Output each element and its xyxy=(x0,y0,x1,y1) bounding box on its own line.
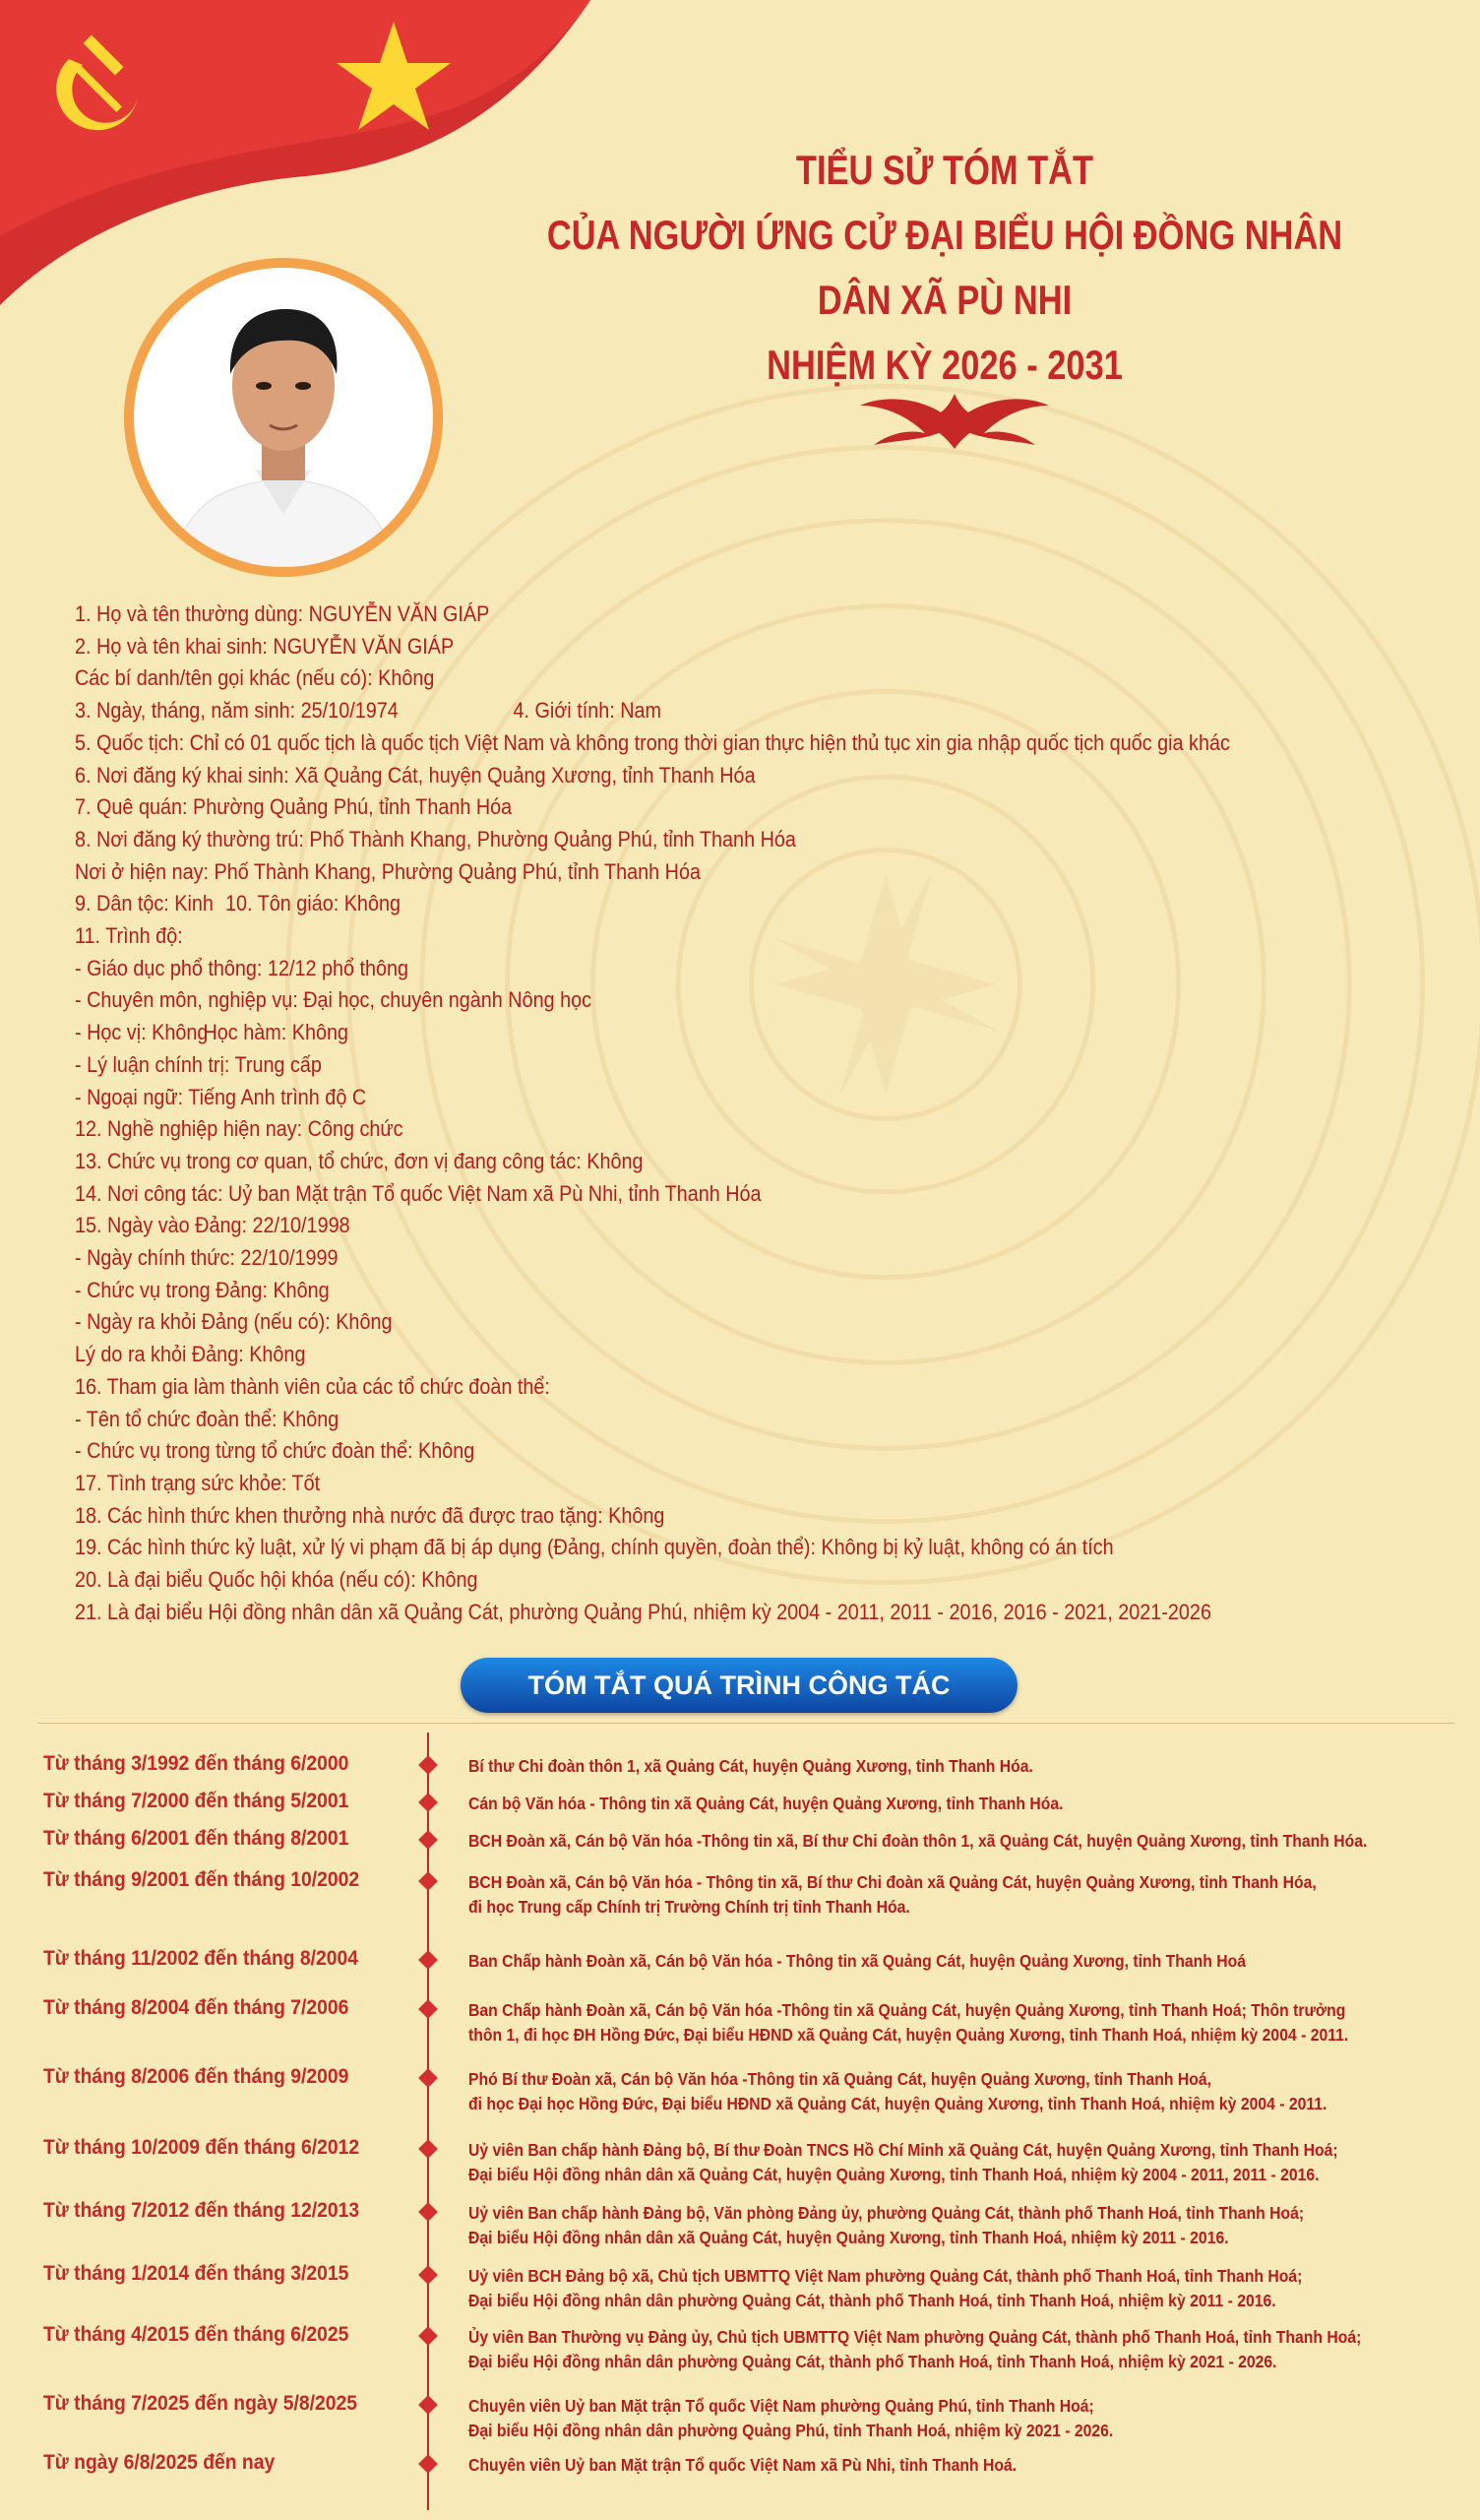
timeline-description xyxy=(468,1998,1372,2048)
info-political-theory: - Lý luận chính trị: Trung cấp xyxy=(75,1051,322,1077)
title-line-2: CỦA NGƯỜI ỨNG CỬ ĐẠI BIỂU HỘI ĐỒNG NHÂN DÂN XÃ PÙ NHI xyxy=(546,212,1343,323)
timeline-description-line-2: Đại biểu Hội đồng nhân dân phường Quảng Cát, thành phố Thanh Hoá, tỉnh Thanh Hoá, nhiệm kỳ 2011 - 2016. xyxy=(468,2291,1276,2310)
timeline-description xyxy=(468,2394,1372,2443)
timeline-description-line-1: BCH Đoàn xã, Cán bộ Văn hóa -Thông tin xã, Bí thư Chi đoàn thôn 1, xã Quảng Cát, huyện Quảng Xương, tỉnh Thanh Hóa. xyxy=(468,1831,1368,1851)
info-common-name: 1. Họ và tên thường dùng: NGUYỄN VĂN GIÁP xyxy=(75,601,490,626)
timeline-marker-icon xyxy=(418,2139,438,2159)
timeline-description-line-1: Cán bộ Văn hóa - Thông tin xã Quảng Cát, huyện Quảng Xương, tỉnh Thanh Hóa. xyxy=(468,1794,1064,1813)
timeline-description xyxy=(468,2201,1372,2250)
timeline-description-line-1: Ủy viên Ban Thường vụ Đảng ủy, Chủ tịch UBMTTQ Việt Nam phường Quảng Cát, thành phố Thanh Hoá, tỉnh Thanh Hoá; xyxy=(468,2327,1362,2347)
timeline-description-line-1: Bí thư Chi đoàn thôn 1, xã Quảng Cát, huyện Quảng Xương, tỉnh Thanh Hóa. xyxy=(468,1756,1033,1776)
timeline-description-line-2: Đại biểu Hội đồng nhân dân xã Quảng Cát, huyện Quảng Xương, tỉnh Thanh Hoá, nhiệm kỳ 2004 - 2011, 2011 - 2016. xyxy=(468,2165,1320,2184)
timeline-description-line-2: đi học Đại học Hồng Đức, Đại biểu HĐND xã Quảng Cát, huyện Quảng Xương, tỉnh Thanh Hoá, nhiệm kỳ 2004 - 2011. xyxy=(468,2094,1327,2113)
biography-details xyxy=(75,598,1472,1629)
info-ethnicity: 9. Dân tộc: Kinh xyxy=(75,891,214,916)
info-nationality: 5. Quốc tịch: Chỉ có 01 quốc tịch là quốc tịch Việt Nam và không trong thời gian thực hiện thủ tục xin gia nhập quốc tịch quốc gia khác xyxy=(75,729,1230,755)
timeline-description-line-2: Đại biểu Hội đồng nhân dân xã Quảng Cát, huyện Quảng Xương, tỉnh Thanh Hoá, nhiệm kỳ 2011 - 2016. xyxy=(468,2228,1229,2247)
info-qualifications: 11. Trình độ: xyxy=(75,923,183,949)
timeline-description xyxy=(468,2325,1372,2374)
timeline-marker-icon xyxy=(418,1871,438,1891)
info-position: 13. Chức vụ trong cơ quan, tổ chức, đơn vị đang công tác: Không xyxy=(75,1148,644,1173)
info-council-terms: 21. Là đại biểu Hội đồng nhân dân xã Quảng Cát, phường Quảng Phú, nhiệm kỳ 2004 - 2011, 2011 - 2016, 2016 - 2021, 2021-2026 xyxy=(75,1599,1211,1624)
timeline-marker-icon xyxy=(418,1999,438,2019)
timeline-date: Từ tháng 11/2002 đến tháng 8/2004 xyxy=(43,1947,359,1970)
timeline-date: Từ tháng 7/2012 đến tháng 12/2013 xyxy=(43,2199,360,2222)
timeline-description-line-1: Phó Bí thư Đoàn xã, Cán bộ Văn hóa -Thông tin xã Quảng Cát, huyện Quảng Xương, tỉnh Thanh Hoá, xyxy=(468,2069,1212,2089)
info-party-leave-reason: Lý do ra khỏi Đảng: Không xyxy=(75,1342,306,1367)
timeline-marker-icon xyxy=(418,1950,438,1970)
timeline-description-line-1: Chuyên viên Uỷ ban Mặt trận Tổ quốc Việt Nam xã Pù Nhi, tỉnh Thanh Hoá. xyxy=(468,2455,1018,2475)
info-specialization: - Chuyên môn, nghiệp vụ: Đại học, chuyên ngành Nông học xyxy=(75,987,592,1013)
timeline-description-line-2: đi học Trung cấp Chính trị Trường Chính trị tỉnh Thanh Hóa. xyxy=(468,1897,910,1917)
info-birth-name: 2. Họ và tên khai sinh: NGUYỄN VĂN GIÁP xyxy=(75,633,455,659)
timeline-date: Từ tháng 7/2000 đến tháng 5/2001 xyxy=(43,1790,349,1812)
timeline-marker-icon xyxy=(418,1830,438,1850)
timeline-description-line-1: Ban Chấp hành Đoàn xã, Cán bộ Văn hóa - Thông tin xã Quảng Cát, huyện Quảng Xương, tỉnh Thanh Hoá xyxy=(468,1951,1247,1971)
timeline-marker-icon xyxy=(418,2068,438,2088)
timeline-date: Từ tháng 6/2001 đến tháng 8/2001 xyxy=(43,1827,349,1850)
timeline-description-line-1: Uỷ viên Ban chấp hành Đảng bộ, Bí thư Đoàn TNCS Hồ Chí Minh xã Quảng Cát, huyện Quảng Xương, tỉnh Thanh Hoá; xyxy=(468,2140,1338,2160)
timeline-date: Từ tháng 7/2025 đến ngày 5/8/2025 xyxy=(43,2392,357,2415)
timeline-marker-icon xyxy=(418,2395,438,2415)
info-birth-registration: 6. Nơi đăng ký khai sinh: Xã Quảng Cát, huyện Quảng Xương, tỉnh Thanh Hóa xyxy=(75,762,756,788)
decorative-ornament-icon xyxy=(856,384,1053,453)
info-permanent-residence: 8. Nơi đăng ký thường trú: Phố Thành Khang, Phường Quảng Phú, tỉnh Thanh Hóa xyxy=(75,826,796,851)
info-national-assembly: 20. Là đại biểu Quốc hội khóa (nếu có): Không xyxy=(75,1567,478,1593)
info-organization-position: - Chức vụ trong từng tổ chức đoàn thể: Không xyxy=(75,1438,475,1464)
info-awards: 18. Các hình thức khen thưởng nhà nước đã được trao tặng: Không xyxy=(75,1502,665,1528)
info-party-position: - Chức vụ trong Đảng: Không xyxy=(75,1277,330,1302)
timeline-description xyxy=(468,2067,1372,2116)
document-header xyxy=(423,138,1466,398)
info-organizations: 16. Tham gia làm thành viên của các tổ chức đoàn thể: xyxy=(75,1373,550,1399)
candidate-portrait xyxy=(134,268,433,567)
timeline-marker-icon xyxy=(418,2202,438,2222)
info-aliases: Các bí danh/tên gọi khác (nếu có): Không xyxy=(75,665,435,691)
timeline-description-line-2: thôn 1, đi học ĐH Hồng Đức, Đại biểu HĐND xã Quảng Cát, huyện Quảng Xương, tỉnh Thanh Hoá, nhiệm kỳ 2004 - 2011. xyxy=(468,2025,1349,2045)
info-academic-title: Học hàm: Không xyxy=(203,1020,348,1045)
info-dob: 3. Ngày, tháng, năm sinh: 25/10/1974 xyxy=(75,698,399,724)
timeline-marker-icon xyxy=(418,1755,438,1775)
info-workplace: 14. Nơi công tác: Uỷ ban Mặt trận Tổ quốc Việt Nam xã Pù Nhi, tỉnh Thanh Hóa xyxy=(75,1180,762,1206)
timeline-date: Từ tháng 1/2014 đến tháng 3/2015 xyxy=(43,2262,349,2285)
info-gender: 4. Giới tính: Nam xyxy=(513,698,662,724)
timeline-description xyxy=(468,2453,1372,2478)
timeline-description xyxy=(468,1870,1372,1920)
info-general-education: - Giáo dục phổ thông: 12/12 phổ thông xyxy=(75,955,409,980)
title-line-1: TIỂU SỬ TÓM TẮT xyxy=(795,147,1094,193)
timeline-description-line-1: BCH Đoàn xã, Cán bộ Văn hóa - Thông tin xã, Bí thư Chi đoàn xã Quảng Cát, huyện Quảng Xương, tỉnh Thanh Hóa, xyxy=(468,1872,1317,1892)
timeline-date: Từ tháng 8/2006 đến tháng 9/2009 xyxy=(43,2065,349,2088)
info-current-residence: Nơi ở hiện nay: Phố Thành Khang, Phường Quảng Phú, tỉnh Thanh Hóa xyxy=(75,858,702,884)
info-religion: 10. Tôn giáo: Không xyxy=(225,891,401,916)
timeline-description-line-1: Chuyên viên Uỷ ban Mặt trận Tổ quốc Việt Nam phường Quảng Phú, tỉnh Thanh Hoá; xyxy=(468,2396,1094,2416)
info-party-join-date: 15. Ngày vào Đảng: 22/10/1998 xyxy=(75,1213,350,1238)
timeline-description-line-2: Đại biểu Hội đồng nhân dân phường Quảng Phú, tỉnh Thanh Hoá, nhiệm kỳ 2021 - 2026. xyxy=(468,2421,1114,2440)
timeline-description xyxy=(468,2138,1372,2187)
timeline-description xyxy=(468,1949,1372,1974)
info-degree: - Học vị: Không xyxy=(75,1020,209,1045)
timeline-date: Từ tháng 8/2004 đến tháng 7/2006 xyxy=(43,1996,349,2019)
timeline-marker-icon xyxy=(418,1793,438,1812)
info-foreign-language: - Ngoại ngữ: Tiếng Anh trình độ C xyxy=(75,1084,367,1109)
timeline-description xyxy=(468,1829,1372,1854)
timeline-description-line-1: Ban Chấp hành Đoàn xã, Cán bộ Văn hóa -Thông tin xã Quảng Cát, huyện Quảng Xương, tỉnh Thanh Hoá; Thôn trưởng xyxy=(468,2000,1346,2020)
timeline-date: Từ ngày 6/8/2025 đến nay xyxy=(43,2451,276,2474)
info-occupation: 12. Nghề nghiệp hiện nay: Công chức xyxy=(75,1116,403,1142)
title-line-3: NHIỆM KỲ 2026 - 2031 xyxy=(767,342,1123,388)
info-party-leave-date: - Ngày ra khỏi Đảng (nếu có): Không xyxy=(75,1309,393,1335)
info-hometown: 7. Quê quán: Phường Quảng Phú, tỉnh Thanh Hóa xyxy=(75,794,513,820)
info-health: 17. Tình trạng sức khỏe: Tốt xyxy=(75,1470,321,1495)
info-party-official-date: - Ngày chính thức: 22/10/1999 xyxy=(75,1245,339,1271)
timeline-date: Từ tháng 9/2001 đến tháng 10/2002 xyxy=(43,1868,360,1891)
timeline-date: Từ tháng 4/2015 đến tháng 6/2025 xyxy=(43,2323,349,2346)
timeline-description-line-1: Uỷ viên Ban chấp hành Đảng bộ, Văn phòng Đảng ủy, phường Quảng Cát, thành phố Thanh Hoá, tỉnh Thanh Hoá; xyxy=(468,2203,1305,2223)
info-dob-gender xyxy=(75,695,1332,727)
timeline-date: Từ tháng 10/2009 đến tháng 6/2012 xyxy=(43,2136,360,2159)
timeline-description xyxy=(468,2264,1372,2313)
divider xyxy=(37,1723,1454,1724)
info-organization-name: - Tên tổ chức đoàn thể: Không xyxy=(75,1406,339,1431)
info-ethnicity-religion xyxy=(75,888,1332,920)
timeline-marker-icon xyxy=(418,2454,438,2474)
timeline-marker-icon xyxy=(418,2265,438,2285)
timeline-description xyxy=(468,1754,1372,1779)
work-history-heading: TÓM TẮT QUÁ TRÌNH CÔNG TÁC xyxy=(461,1658,1018,1713)
timeline-description-line-1: Uỷ viên BCH Đảng bộ xã, Chủ tịch UBMTTQ Việt Nam phường Quảng Cát, thành phố Thanh Hoá, tỉnh Thanh Hoá; xyxy=(468,2266,1303,2286)
timeline-description xyxy=(468,1792,1372,1816)
info-discipline: 19. Các hình thức kỷ luật, xử lý vi phạm đã bị áp dụng (Đảng, chính quyền, đoàn thể): Không bị kỷ luật, không có án tích xyxy=(75,1535,1114,1560)
timeline-description-line-2: Đại biểu Hội đồng nhân dân phường Quảng Cát, thành phố Thanh Hoá, tỉnh Thanh Hoá, nhiệm kỳ 2021 - 2026. xyxy=(468,2352,1277,2371)
info-degree-title xyxy=(75,1017,1332,1049)
timeline-marker-icon xyxy=(418,2326,438,2346)
timeline-date: Từ tháng 3/1992 đến tháng 6/2000 xyxy=(43,1752,349,1775)
